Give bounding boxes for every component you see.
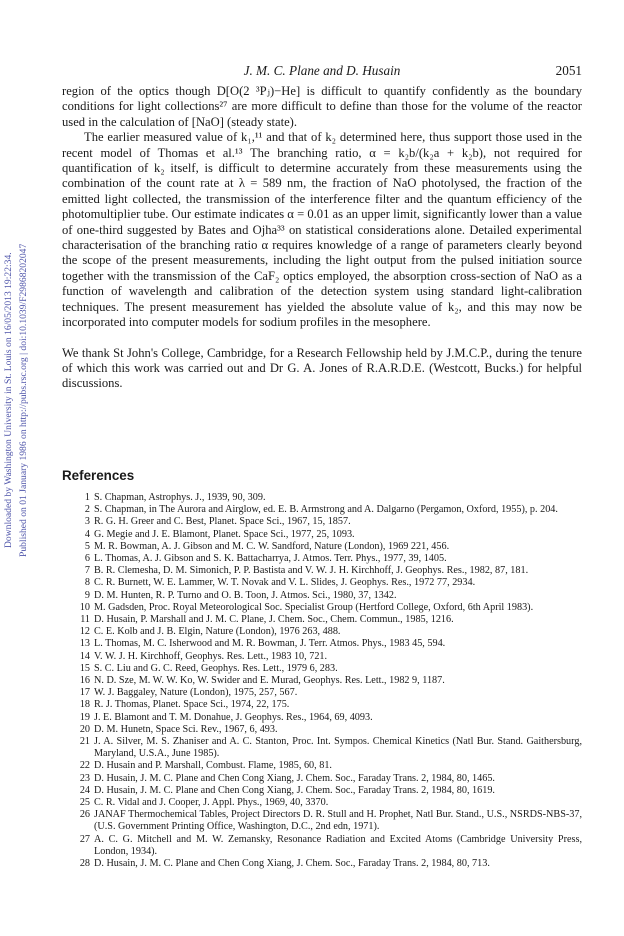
reference-text: M. R. Bowman, A. J. Gibson and M. C. W. Sandford, Nature (London), 1969 221, 456. [94, 540, 450, 552]
reference-number: 26 [79, 809, 90, 821]
reference-number: 25 [79, 797, 90, 809]
reference-text: C. R. Vidal and J. Cooper, J. Appl. Phys., 1969, 40, 3370. [94, 797, 329, 809]
reference-text: G. Megie and J. E. Blamont, Planet. Space Sci., 1977, 25, 1093. [94, 528, 355, 540]
reference-text: R. J. Thomas, Planet. Space Sci., 1974, 22, 175. [94, 699, 290, 711]
reference-item [80, 858, 582, 870]
reference-item [80, 760, 582, 772]
reference-item [80, 773, 582, 785]
reference-item [80, 834, 582, 858]
reference-number: 2 [84, 504, 90, 516]
reference-number: 5 [84, 540, 90, 552]
reference-text: J. A. Silver, M. S. Zhaniser and A. C. Stanton, Proc. Int. Sympos. Chemical Kinetics (Natl Bur. Stand. Gaithersburg, Maryland, U.S.A., June 1985). [94, 736, 582, 760]
body-text [62, 84, 582, 392]
reference-item [80, 529, 582, 541]
running-title: J. M. C. Plane and D. Husain [243, 63, 401, 78]
reference-text: D. Husain, J. M. C. Plane and Chen Cong Xiang, J. Chem. Soc., Faraday Trans. 2, 1984, 80, 1619. [94, 784, 495, 796]
reference-text: D. Husain and P. Marshall, Combust. Flame, 1985, 60, 81. [94, 760, 332, 772]
page-header [62, 63, 582, 79]
download-notice[interactable]: Downloaded by Washington University in St. Louis on 16/05/2013 19:22:34. [3, 252, 14, 548]
reference-number: 24 [79, 784, 90, 796]
reference-item [80, 736, 582, 760]
reference-item [80, 492, 582, 504]
reference-number: 15 [79, 662, 90, 674]
reference-item [80, 541, 582, 553]
reference-number: 8 [84, 577, 90, 589]
reference-number: 10 [79, 601, 90, 613]
reference-item [80, 590, 582, 602]
reference-item [80, 712, 582, 724]
reference-text: D. Husain, P. Marshall and J. M. C. Plane, J. Chem. Soc., Chem. Commun., 1985, 1216. [94, 614, 454, 626]
reference-number: 7 [84, 565, 90, 577]
reference-number: 20 [79, 723, 90, 735]
reference-text: D. Husain, J. M. C. Plane and Chen Cong Xiang, J. Chem. Soc., Faraday Trans. 2, 1984, 80, 1465. [94, 772, 495, 784]
reference-item [80, 809, 582, 833]
reference-text: L. Thomas, A. J. Gibson and S. K. Battacharrya, J. Atmos. Terr. Phys., 1977, 39, 1405. [94, 553, 447, 565]
references-heading: References [62, 468, 135, 483]
reference-number: 28 [79, 858, 90, 870]
reference-text: M. Gadsden, Proc. Royal Meteorological Soc. Specialist Group (Hertford College, Oxford, 6th April 1983). [94, 601, 534, 613]
reference-item [80, 724, 582, 736]
reference-list [80, 492, 582, 870]
reference-item [80, 602, 582, 614]
reference-item [80, 504, 582, 516]
page-number: 2051 [555, 63, 582, 78]
acknowledgements: We thank St John's College, Cambridge, for a Research Fellowship held by J.M.C.P., during the tenure of which this work was carried out and Dr G. A. Jones of R.A.R.D.E. (Westcott, Bucks.) for helpful discussions. [62, 345, 582, 391]
reference-text: D. Husain, J. M. C. Plane and Chen Cong Xiang, J. Chem. Soc., Faraday Trans. 2, 1984, 80, 713. [94, 858, 490, 870]
reference-item [80, 626, 582, 638]
reference-text: S. Chapman, Astrophys. J., 1939, 90, 309. [94, 492, 266, 503]
reference-number: 17 [79, 687, 90, 699]
reference-number: 19 [79, 711, 90, 723]
reference-text: R. G. H. Greer and C. Best, Planet. Space Sci., 1967, 15, 1857. [94, 516, 351, 528]
reference-number: 13 [79, 638, 90, 650]
reference-item [80, 553, 582, 565]
reference-item [80, 785, 582, 797]
reference-item [80, 638, 582, 650]
reference-number: 4 [84, 528, 90, 540]
reference-number: 12 [79, 626, 90, 638]
reference-text: D. M. Hunetn, Space Sci. Rev., 1967, 6, 493. [94, 723, 278, 735]
reference-item [80, 565, 582, 577]
paragraph-optics: region of the optics though D[O(2 ³Pⱼ)−He] is difficult to quantify confidently as the boundary conditions for light collections²⁷ are more difficult to define than those for the volume of the reactor used in the calculation of [NaO] (steady state). [62, 84, 582, 129]
reference-text: J. E. Blamont and T. M. Donahue, J. Geophys. Res., 1964, 69, 4093. [94, 711, 373, 723]
reference-text: D. M. Hunten, R. P. Turno and O. B. Toon, J. Atmos. Sci., 1980, 37, 1342. [94, 589, 397, 601]
reference-number: 16 [79, 675, 90, 687]
reference-item [80, 797, 582, 809]
reference-text: V. W. J. H. Kirchhoff, Geophys. Res. Lett., 1983 10, 721. [94, 650, 328, 662]
reference-number: 1 [84, 492, 90, 503]
reference-number: 14 [79, 650, 90, 662]
reference-number: 23 [79, 772, 90, 784]
reference-item [80, 614, 582, 626]
reference-number: 27 [79, 833, 90, 845]
reference-number: 6 [84, 553, 90, 565]
reference-text: JANAF Thermochemical Tables, Project Directors D. R. Stull and H. Prophet, Natl Bur. Stand., U.S., NSRDS-NBS-37, (U.S. Government Printing Office, Washington, D.C., 2nd edn, 1971). [94, 809, 582, 833]
reference-item [80, 577, 582, 589]
reference-text: B. R. Clemesha, D. M. Simonich, P. P. Bastista and V. W. J. H. Kirchhoff, J. Geophys. Res., 1982, 87, 181. [94, 565, 529, 577]
reference-text: S. Chapman, in The Aurora and Airglow, ed. E. B. Armstrong and A. Dalgarno (Pergamon, Oxford, 1955), p. 204. [94, 504, 558, 516]
reference-number: 21 [79, 736, 90, 748]
reference-text: N. D. Sze, M. W. W. Ko, W. Swider and E. Murad, Geophys. Res. Lett., 1982 9, 1187. [94, 675, 445, 687]
reference-item [80, 516, 582, 528]
reference-text: S. C. Liu and G. C. Reed, Geophys. Res. Lett., 1979 6, 283. [94, 662, 338, 674]
reference-number: 18 [79, 699, 90, 711]
paragraph-branching-ratio: The earlier measured value of k₁,¹¹ and that of k₂ determined here, thus support those used in the recent model of Thomas et al.¹³ The branching ratio, α = k₂b/(k₂a + k₂b), not required for quantification of k₂ itself, is difficult to determine accurately from these measurements using the combination of the count rate at λ = 589 nm, the fraction of NaO photolysed, the fraction of the emitted light collected, the transmission of the interference filter and the quantum efficiency of the photomultiplier tube. Our estimate indicates α = 0.01 as an upper limit, significantly lower than a value of one-third suggested by Bates and Ojha³³ on statistical considerations alone. Detailed experimental characterisation of the branching ratio α requires knowledge of a range of parameters clearly beyond the scope of the present measurements, including the light output from the pulsed initiation source together with the transmission of the CaF₂ optics employed, the absorption cross-section of NaO as a function of wavelength and calibration of the detection system using standard light-calibration techniques. The present measurement has yielded the absolute value of k₂, and this may now be incorporated into computer models for sodium profiles in the mesophere. [62, 130, 582, 330]
reference-text: W. J. Baggaley, Nature (London), 1975, 257, 567. [94, 687, 298, 699]
reference-item [80, 687, 582, 699]
reference-text: C. R. Burnett, W. E. Lammer, W. T. Novak and V. L. Slides, J. Geophys. Res., 1972 77, 2934. [94, 577, 476, 589]
reference-item [80, 663, 582, 675]
reference-item [80, 651, 582, 663]
reference-text: C. E. Kolb and J. B. Elgin, Nature (London), 1976 263, 488. [94, 626, 341, 638]
reference-number: 9 [84, 589, 90, 601]
reference-item [80, 675, 582, 687]
download-watermark [3, 140, 39, 660]
reference-number: 3 [84, 516, 90, 528]
reference-number: 22 [79, 760, 90, 772]
reference-text: L. Thomas, M. C. Isherwood and M. R. Bowman, J. Terr. Atmos. Phys., 1983 45, 594. [94, 638, 446, 650]
reference-item [80, 699, 582, 711]
publication-notice[interactable]: Published on 01 January 1986 on http://pubs.rsc.org | doi:10.1039/F29868202047 [18, 243, 29, 557]
reference-text: A. C. G. Mitchell and M. W. Zemansky, Resonance Radiation and Excited Atoms (Cambridge University Press, London, 1934). [94, 833, 582, 857]
reference-number: 11 [80, 614, 90, 626]
